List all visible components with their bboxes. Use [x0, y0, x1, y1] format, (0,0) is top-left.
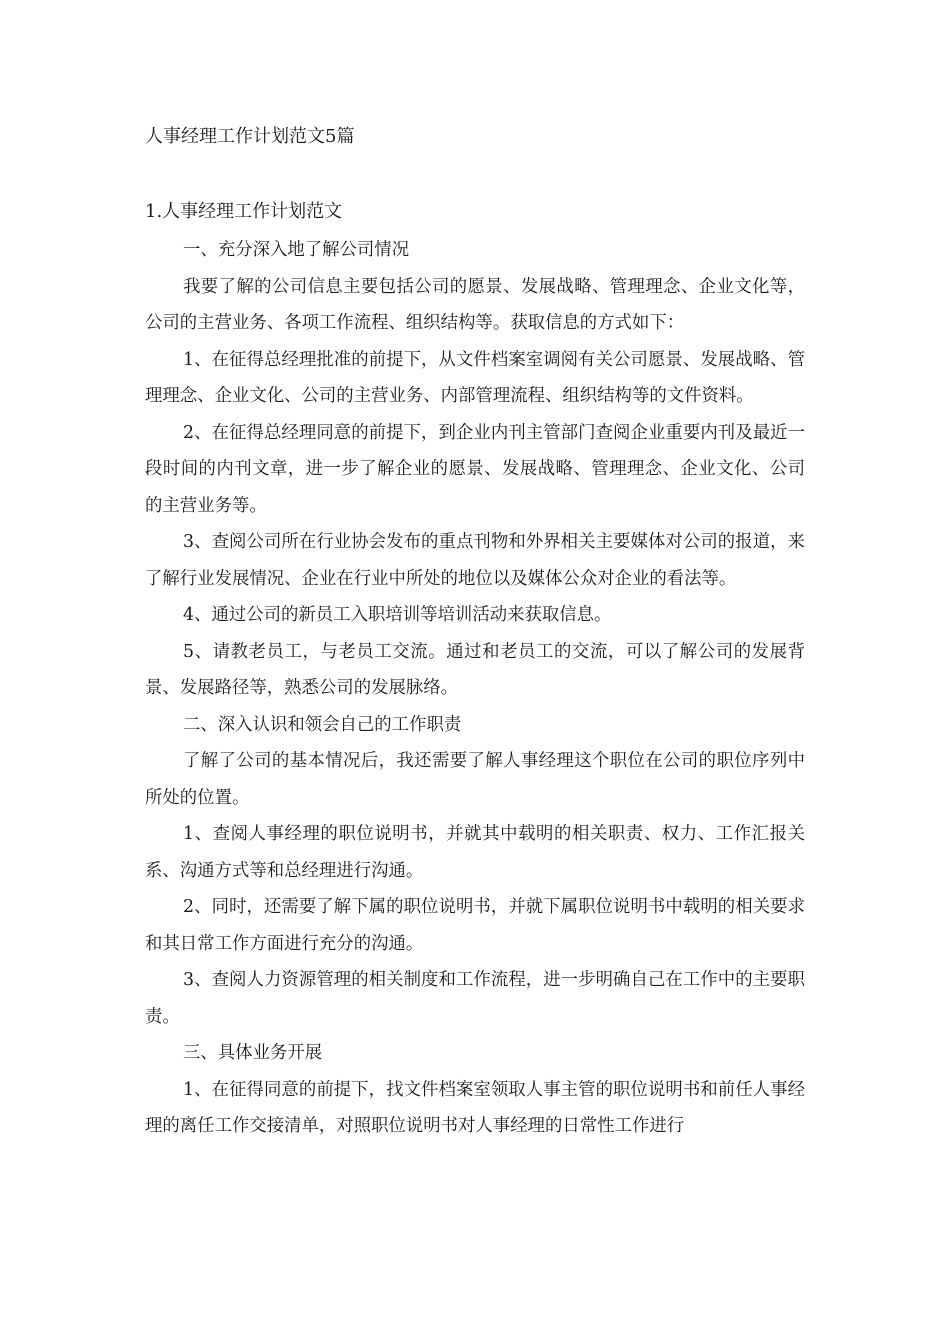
- subheading-2: 二、深入认识和领会自己的工作职责: [183, 714, 462, 735]
- paragraph: 3、查阅公司所在行业协会发布的重点刊物和外界相关主要媒体对公司的报道，来了解行业发展情况、企业在行业中所处的地位以及媒体公众对企业的看法等。: [145, 532, 805, 589]
- paragraph: 我要了解的公司信息主要包括公司的愿景、发展战略、管理理念、企业文化等，公司的主营业务、各项工作流程、组织结构等。获取信息的方式如下：: [145, 276, 805, 333]
- section-title: 1.人事经理工作计划范文: [145, 201, 343, 222]
- document-title: 人事经理工作计划范文5篇: [145, 126, 355, 147]
- paragraph: 1、在征得同意的前提下，找文件档案室领取人事主管的职位说明书和前任人事经理的离任工作交接清单，对照职位说明书对人事经理的日常性工作进行: [145, 1079, 805, 1136]
- paragraph: 4、通过公司的新员工入职培训等培训活动来获取信息。: [183, 605, 612, 625]
- paragraph: 3、查阅人力资源管理的相关制度和工作流程，进一步明确自己在工作中的主要职责。: [145, 970, 805, 1027]
- paragraph: 2、同时，还需要了解下属的职位说明书，并就下属职位说明书中载明的相关要求和其日常工作方面进行充分的沟通。: [145, 897, 805, 954]
- paragraph: 1、在征得总经理批准的前提下，从文件档案室调阅有关公司愿景、发展战略、管理理念、企业文化、公司的主营业务、内部管理流程、组织结构等的文件资料。: [145, 349, 805, 406]
- subheading-3: 三、具体业务开展: [183, 1043, 323, 1063]
- paragraph: 2、在征得总经理同意的前提下，到企业内刊主管部门查阅企业重要内刊及最近一段时间的内刊文章，进一步了解企业的愿景、发展战略、管理理念、企业文化、公司的主营业务等。: [145, 422, 805, 516]
- subheading-1: 一、充分深入地了解公司情况: [183, 240, 410, 260]
- paragraph: 1、查阅人事经理的职位说明书，并就其中载明的相关职责、权力、工作汇报关系、沟通方式等和总经理进行沟通。: [145, 824, 805, 881]
- document-body: [145, 232, 805, 1145]
- paragraph: 5、请教老员工，与老员工交流。通过和老员工的交流，可以了解公司的发展背景、发展路径等，熟悉公司的发展脉络。: [145, 641, 805, 698]
- paragraph: 了解了公司的基本情况后，我还需要了解人事经理这个职位在公司的职位序列中所处的位置。: [145, 751, 805, 808]
